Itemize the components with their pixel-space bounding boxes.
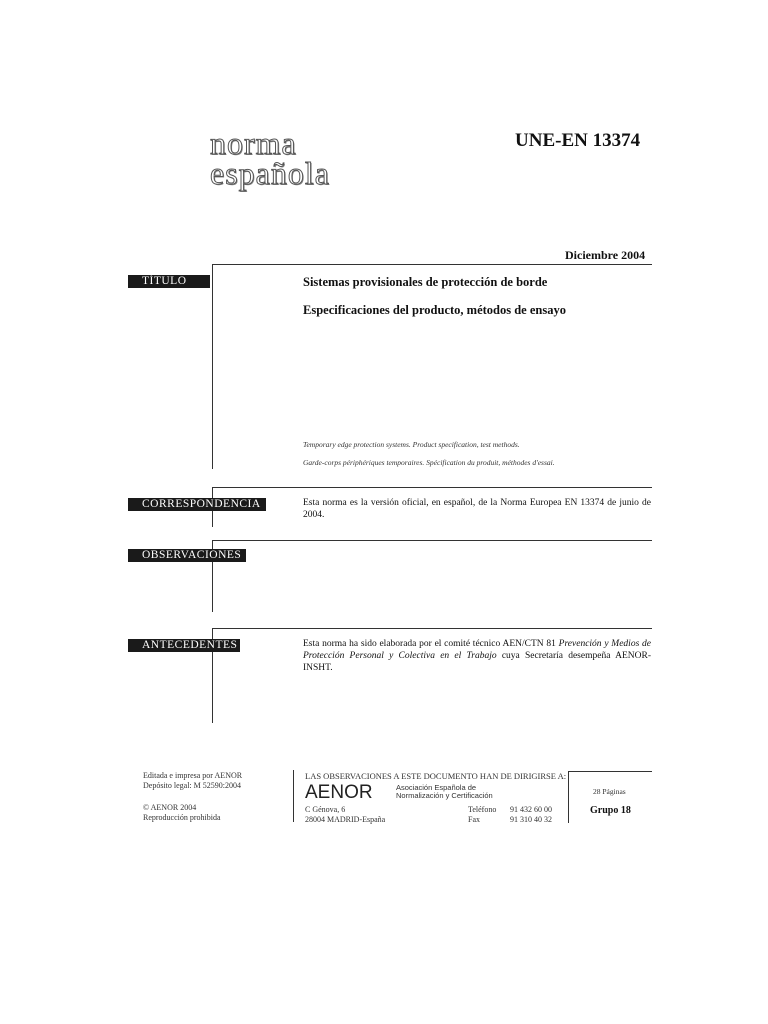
edited-by: Editada e impresa por AENOR [143, 771, 243, 780]
antecedentes-committee-name: Prevención y Medios de Protección Personal y Colectiva en el Trabajo [303, 639, 651, 661]
aenor-full-name [396, 784, 493, 800]
footer-right-top-rule [568, 771, 652, 772]
observaciones-label: OBSERVACIONES [128, 549, 246, 562]
copyright: © AENOR 2004 [143, 803, 197, 812]
aenor-name-line2: Normalización y Certificación [396, 791, 493, 800]
aenor-address [305, 805, 385, 825]
antecedentes-text-post: cuya Secretaría desempeña AENOR-INSHT. [303, 651, 652, 673]
observations-heading: LAS OBSERVACIONES A ESTE DOCUMENTO HAN DE DIRIGIRSE A: [305, 771, 567, 781]
phone-label: Teléfono [468, 805, 497, 814]
title-fr: Garde-corps périphériques temporaires. Spécification du produit, méthodes d'essai. [303, 458, 555, 467]
norma-line2: española [210, 155, 330, 191]
title-es: Sistemas provisionales de protección de borde [303, 275, 548, 289]
footer-right-rule [568, 771, 569, 823]
correspondencia-label: CORRESPONDENCIA [128, 498, 266, 511]
title-en: Temporary edge protection systems. Product specification, test methods. [303, 440, 520, 449]
subtitle-es: Especificaciones del producto, métodos de ensayo [303, 303, 566, 317]
fax-value: 91 310 40 32 [510, 815, 552, 824]
antecedentes-label: ANTECEDENTES [128, 639, 240, 652]
titulo-label: TÍTULO [128, 275, 210, 288]
publication-date: Diciembre 2004 [565, 248, 646, 262]
antecedentes-text [303, 638, 651, 674]
reproduction-notice: Reproducción prohibida [143, 813, 221, 822]
address-line2: 28004 MADRID-España [305, 815, 386, 824]
aenor-logo: AENOR [305, 782, 373, 803]
titulo-top-rule [212, 264, 652, 265]
price-group: Grupo 18 [590, 805, 631, 816]
legal-deposit: Depósito legal: M 52590:2004 [143, 781, 241, 790]
standard-code: UNE-EN 13374 [515, 130, 641, 151]
phone-value: 91 432 60 00 [510, 805, 552, 814]
page-count: 28 Páginas [593, 787, 626, 796]
footer-copyright [143, 803, 221, 823]
norma-espanola-logo [210, 125, 330, 191]
address-line1: C Génova, 6 [305, 805, 346, 814]
footer-edition [143, 771, 242, 791]
aenor-name-line1: Asociación Española de [396, 783, 477, 792]
titulo-vertical-rule [212, 264, 213, 469]
fax-label: Fax [468, 815, 480, 824]
observaciones-top-rule [212, 540, 652, 541]
correspondencia-top-rule [212, 487, 652, 488]
correspondencia-text: Esta norma es la versión oficial, en español, de la Norma Europea EN 13374 de junio de 2004. [303, 498, 651, 520]
contact-values [510, 805, 552, 825]
antecedentes-text-pre: Esta norma ha sido elaborada por el comité técnico AEN/CTN 81 [303, 639, 559, 649]
footer-left-rule [293, 770, 294, 822]
norma-line1: norma [210, 125, 297, 161]
antecedentes-top-rule [212, 628, 652, 629]
contact-labels [468, 805, 496, 825]
